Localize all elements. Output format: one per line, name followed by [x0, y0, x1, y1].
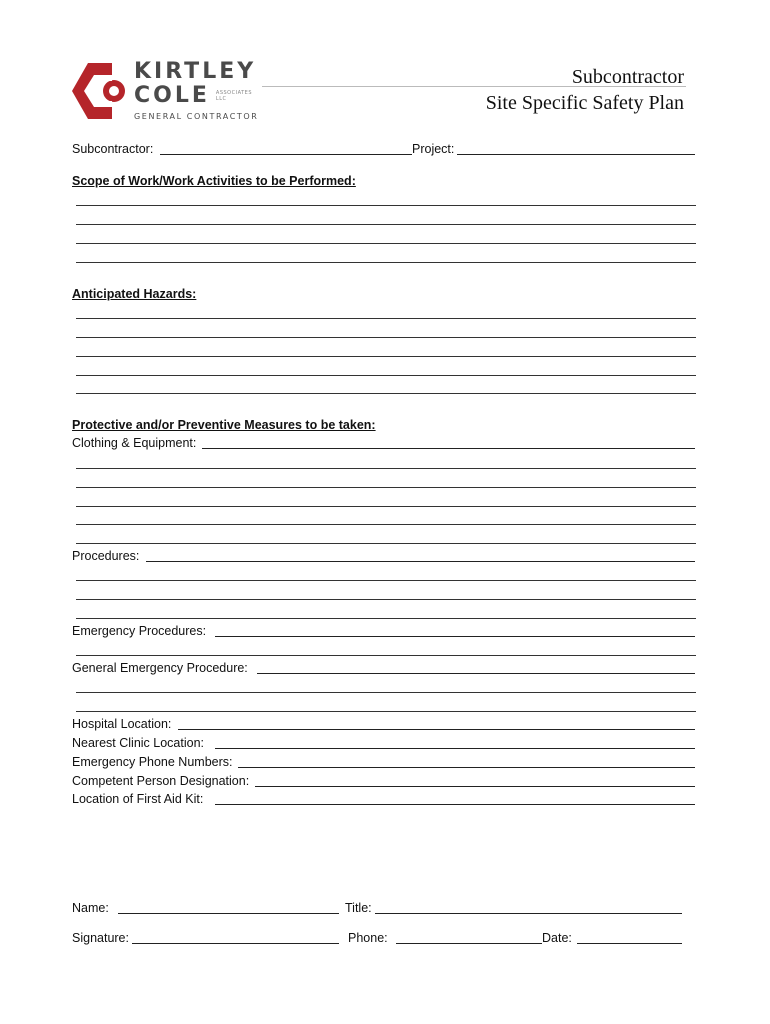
procedures-line[interactable]: [76, 599, 696, 600]
clothing-line[interactable]: [76, 487, 696, 488]
kirtley-cole-logo-icon: [72, 63, 128, 119]
name-title-row: [72, 900, 684, 916]
scope-heading: Scope of Work/Work Activities to be Performed:: [72, 174, 356, 188]
procedures-line[interactable]: [76, 580, 696, 581]
document-title: [486, 64, 684, 116]
hazards-line[interactable]: [76, 318, 696, 319]
procedures-field[interactable]: [146, 548, 695, 562]
date-field[interactable]: [577, 930, 682, 944]
logo-text: [134, 60, 262, 121]
phones-field[interactable]: [238, 754, 695, 768]
general-emergency-line[interactable]: [76, 692, 696, 693]
title-label: Title:: [345, 900, 375, 916]
hospital-field[interactable]: [178, 716, 695, 730]
phone-field[interactable]: [396, 930, 542, 944]
hazards-line[interactable]: [76, 393, 696, 394]
first-aid-label: Location of First Aid Kit:: [72, 791, 206, 807]
general-emergency-row: [72, 660, 696, 676]
clothing-label: Clothing & Equipment:: [72, 435, 199, 451]
hazards-heading: Anticipated Hazards:: [72, 287, 197, 301]
date-label: Date:: [542, 930, 575, 946]
hospital-row: [72, 716, 696, 732]
emergency-procedures-field[interactable]: [215, 623, 695, 637]
hazards-line[interactable]: [76, 375, 696, 376]
title-field[interactable]: [375, 900, 682, 914]
title-line-1: Subcontractor: [571, 66, 684, 88]
procedures-label: Procedures:: [72, 548, 142, 564]
phones-label: Emergency Phone Numbers:: [72, 754, 236, 770]
clothing-line[interactable]: [76, 506, 696, 507]
competent-field[interactable]: [255, 773, 695, 787]
logo-associates: ASSOCIATES LLC: [215, 90, 252, 102]
clothing-field[interactable]: [202, 435, 695, 449]
procedures-row: [72, 548, 696, 564]
general-emergency-label: General Emergency Procedure:: [72, 660, 251, 676]
scope-line[interactable]: [76, 262, 696, 263]
competent-row: [72, 773, 696, 789]
subcontractor-label: Subcontractor:: [72, 141, 156, 157]
first-aid-row: [72, 791, 696, 807]
phones-row: [72, 754, 696, 770]
procedures-line[interactable]: [76, 618, 696, 619]
clothing-row: [72, 435, 696, 451]
emergency-procedures-line[interactable]: [76, 655, 696, 656]
scope-line[interactable]: [76, 243, 696, 244]
clinic-row: [72, 735, 696, 751]
logo-word-cole: COLE: [134, 83, 210, 108]
hazards-line[interactable]: [76, 337, 696, 338]
company-logo: [72, 60, 262, 122]
clinic-field[interactable]: [215, 735, 695, 749]
signature-label: Signature:: [72, 930, 132, 946]
signature-field[interactable]: [132, 930, 339, 944]
hospital-label: Hospital Location:: [72, 716, 174, 732]
logo-word-kirtley: KIRTLEY: [134, 59, 257, 84]
hazards-line[interactable]: [76, 356, 696, 357]
emergency-procedures-row: [72, 623, 696, 639]
phone-label: Phone:: [348, 930, 391, 946]
name-label: Name:: [72, 900, 112, 916]
project-field[interactable]: [457, 141, 695, 155]
title-line-2: Site Specific Safety Plan: [485, 92, 684, 114]
subcontractor-project-row: [72, 141, 696, 157]
name-field[interactable]: [118, 900, 339, 914]
clinic-label: Nearest Clinic Location:: [72, 735, 207, 751]
measures-heading: Protective and/or Preventive Measures to be taken:: [72, 418, 376, 432]
scope-line[interactable]: [76, 205, 696, 206]
project-label: Project:: [412, 141, 457, 157]
signature-row: [72, 930, 684, 946]
clothing-line[interactable]: [76, 543, 696, 544]
emergency-procedures-label: Emergency Procedures:: [72, 623, 209, 639]
logo-tagline: GENERAL CONTRACTOR: [134, 112, 259, 121]
clothing-line[interactable]: [76, 468, 696, 469]
competent-label: Competent Person Designation:: [72, 773, 252, 789]
clothing-line[interactable]: [76, 524, 696, 525]
general-emergency-line[interactable]: [76, 711, 696, 712]
scope-line[interactable]: [76, 224, 696, 225]
general-emergency-field[interactable]: [257, 660, 695, 674]
first-aid-field[interactable]: [215, 791, 695, 805]
